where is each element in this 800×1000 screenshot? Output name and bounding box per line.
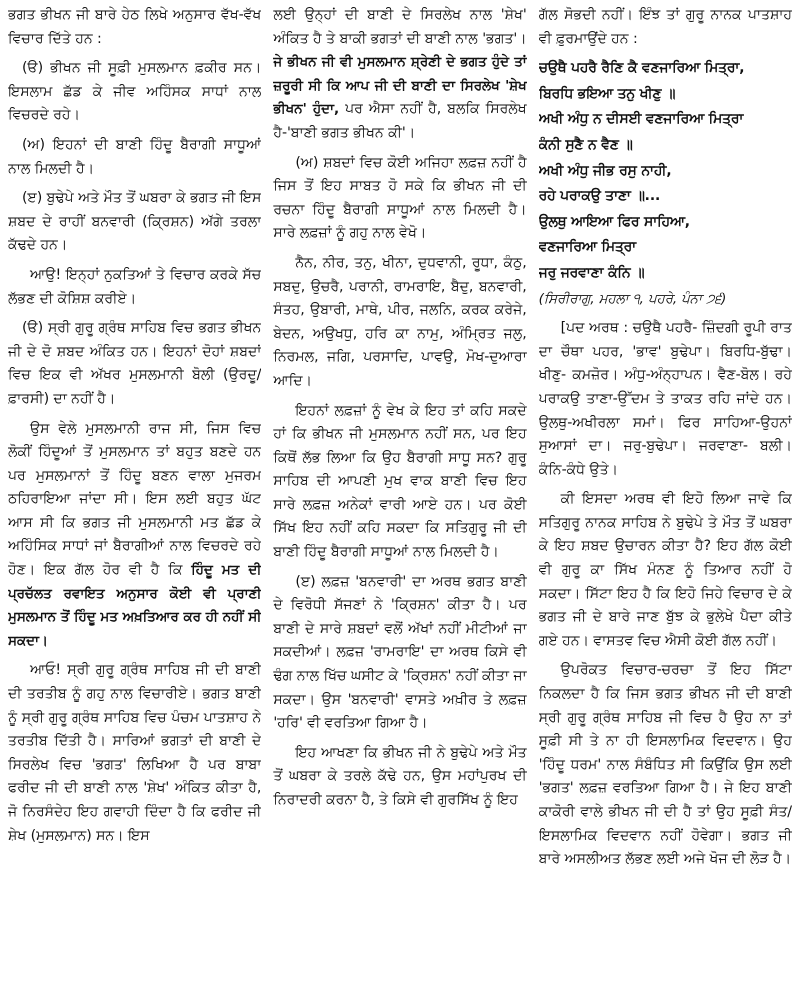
column-2 bbox=[273, 4, 526, 1000]
old-age-paragraph: ਇਹ ਆਖਣਾ ਕਿ ਭੀਖਨ ਜੀ ਨੇ ਬੁਢੇਪੇ ਅਤੇ ਮੌਤ ਤੋਂ ਘਬਰਾ ਕੇ ਤਰਲੇ ਕੱਢੇ ਹਨ, ਉਸ ਮਹਾਂਪੁਰਖ ਦੀ ਨਿਰਾਦਰੀ ਕਰਨਾ ਹੈ, ਤੇ ਕਿਸੇ ਵੀ ਗੁਰਸਿੱਖ ਨੂੰ ਇਹ bbox=[273, 744, 527, 808]
intro-paragraph: ਭਗਤ ਭੀਖਨ ਜੀ ਬਾਰੇ ਹੇਠ ਲਿਖੇ ਅਨੁਸਾਰ ਵੱਖ-ਵੱਖ ਵਿਚਾਰ ਦਿੱਤੇ ਹਨ : bbox=[8, 7, 262, 47]
column-1 bbox=[8, 4, 261, 1000]
verse-line-3: ਅਖੀ ਅੰਧੁ ਨ ਦੀਸਈ ਵਣਜਾਰਿਆ ਮਿਤ੍ਰਾ bbox=[538, 111, 744, 128]
verse-line-1: ਚਉਥੈ ਪਹਰੈ ਰੈਣਿ ਕੈ ਵਣਜਾਰਿਆ ਮਿਤ੍ਰਾ, bbox=[538, 60, 745, 77]
verse-line-9: ਜਰੁ ਜਰਵਾਣਾ ਕੰਨਿ ॥ bbox=[538, 264, 645, 281]
guru-nanak-intro: ਗੱਲ ਸੋਭਦੀ ਨਹੀਂ। ਇੰਝ ਤਾਂ ਗੁਰੂ ਨਾਨਕ ਪਾਤਸ਼ਾਹ ਵੀ ਫ਼ੁਰਮਾਉਂਦੇ ਹਨ : bbox=[538, 7, 792, 47]
column-3 bbox=[539, 4, 792, 1000]
sheikh-bold: ਜੇ ਭੀਖਨ ਜੀ ਵੀ ਮੁਸਲਮਾਨ ਸ਼੍ਰੇਣੀ ਦੇ ਭਗਤ ਹੁੰਦੇ ਤਾਂ ਜ਼ਰੂਰੀ ਸੀ ਕਿ ਆਪ ਜੀ ਦੀ ਬਾਣੀ ਦਾ ਸਿਰਲੇਖ 'ਸ਼ੇਖ ਭੀਖਨ' ਹੁੰਦਾ, bbox=[273, 54, 527, 118]
muslim-rule-paragraph bbox=[8, 418, 261, 654]
verse-line-4: ਕੰਨੀ ਸੁਣੈ ਨ ਵੈਣ ॥ bbox=[538, 136, 633, 153]
word-list-paragraph: ਨੈਨ, ਨੀਰ, ਤਨੁ, ਖੀਨਾ, ਦੁਧਵਾਨੀ, ਰੂਧਾ, ਕੰਠੁ, ਸਬਦੁ, ਉਚਰੈ, ਪਰਾਨੀ, ਰਾਮਰਾਇ, ਬੈਦੁ, ਬਨਵਾਰੀ, ਸੰਤਹ, ਉਬਾਰੀ, ਮਾਥੇ, ਪੀਰ, ਜਲਨਿ, ਕਰਕ ਕਰੇਜੇ, ਬੇਦਨ, ਅਉਖਧੁ, ਹਰਿ ਕਾ ਨਾਮੁ, ਅੰਮ੍ਰਿਤ ਜਲੁ, ਨਿਰਮਲ, ਜਗਿ, ਪਰਸਾਦਿ, ਪਾਵਉ, ਮੋਖ-ਦੁਆਰਾ ਆਦਿ। bbox=[273, 254, 527, 389]
point-b-bairagi: (ਅ) ਇਹਨਾਂ ਦੀ ਬਾਣੀ ਹਿੰਦੂ ਬੈਰਾਗੀ ਸਾਧੂਆਂ ਨਾਲ ਮਿਲਦੀ ਹੈ। bbox=[8, 136, 262, 177]
words-analysis-paragraph: ਇਹਨਾਂ ਲਫ਼ਜ਼ਾਂ ਨੂੰ ਵੇਖ ਕੇ ਇਹ ਤਾਂ ਕਹਿ ਸਕਦੇ ਹਾਂ ਕਿ ਭੀਖਨ ਜੀ ਮੁਸਲਮਾਨ ਨਹੀਂ ਸਨ, ਪਰ ਇਹ ਕਿਥੋਂ ਲੱਭ ਲਿਆ ਕਿ ਉਹ ਬੈਰਾਗੀ ਸਾਧੂ ਸਨ? ਗੁਰੂ ਸਾਹਿਬ ਦੀ ਆਪਣੀ ਮੁਖ ਵਾਕ ਬਾਣੀ ਵਿਚ ਇਹ ਸਾਰੇ ਲਫ਼ਜ਼ ਅਨੇਕਾਂ ਵਾਰੀ ਆਏ ਹਨ। ਪਰ ਕੋਈ ਸਿੱਖ ਇਹ ਨਹੀਂ ਕਹਿ ਸਕਦਾ ਕਿ ਸਤਿਗੁਰੂ ਜੀ ਦੀ ਬਾਣੀ ਹਿੰਦੂ ਬੈਰਾਗੀ ਸਾਧੂਆਂ ਨਾਲ ਮਿਲਦੀ ਹੈ। bbox=[273, 402, 527, 561]
invitation-paragraph: ਆਉ! ਇਨ੍ਹਾਂ ਨੁਕਤਿਆਂ ਤੇ ਵਿਚਾਰ ਕਰਕੇ ਸੱਚ ਲੱਭਣ ਦੀ ਕੋਸ਼ਿਸ਼ ਕਰੀਏ। bbox=[8, 266, 262, 307]
sheikh-heading-paragraph bbox=[273, 4, 526, 146]
glossary-paragraph: [ਪਦ ਅਰਥ : ਚਉਥੈ ਪਹਰੈ- ਜ਼ਿੰਦਗੀ ਰੂਪੀ ਰਾਤ ਦਾ ਚੌਥਾ ਪਹਰ, 'ਭਾਵ' ਬੁਢੇਪਾ। ਬਿਰਧਿ-ਬੁੱਢਾ। ਖੀਣੁ- ਕਮਜ਼ੋਰ। ਅੰਧੁ-ਅੰਨ੍ਹਾਪਨ। ਵੈਣ-ਬੋਲ। ਰਹੇ ਪਰਾਕਉ ਤਾਣਾ-ਉੱਦਮ ਤੇ ਤਾਕਤ ਰਹਿ ਜਾਂਦੇ ਹਨ। ਉਲਥੁ-ਅਖੀਰਲਾ ਸਮਾਂ। ਫਿਰ ਸਾਹਿਆ-ਉਹਨਾਂ ਸੁਆਸਾਂ ਦਾ। ਜਰੁ-ਬੁਢੇਪਾ। ਜਰਵਾਣਾ- ਬਲੀ। ਕੰਨਿ-ਕੰਧੇ ਉਤੇ। bbox=[538, 320, 792, 478]
point-b-words: (ਅ) ਸ਼ਬਦਾਂ ਵਿਚ ਕੋਈ ਅਜਿਹਾ ਲਫ਼ਜ਼ ਨਹੀਂ ਹੈ ਜਿਸ ਤੋਂ ਇਹ ਸਾਬਤ ਹੋ ਸਕੇ ਕਿ ਭੀਖਨ ਜੀ ਦੀ ਰਚਨਾ ਹਿੰਦੂ ਬੈਰਾਗੀ ਸਾਧੂਆਂ ਨਾਲ ਮਿਲਦੀ ਹੈ। ਸਾਰੇ ਲਫ਼ਜ਼ਾਂ ਨੂੰ ਗਹੁ ਨਾਲ ਵੇਖੋ। bbox=[273, 154, 527, 242]
verse-line-6: ਰਹੇ ਪਰਾਕਉ ਤਾਣਾ ॥... bbox=[538, 188, 661, 205]
verse-line-7: ਉਲਥੁ ਆਇਆ ਫਿਰ ਸਾਹਿਆ, bbox=[538, 213, 690, 230]
guru-granth-paragraph: (ੳ) ਸ੍ਰੀ ਗੁਰੂ ਗ੍ਰੰਥ ਸਾਹਿਬ ਵਿਚ ਭਗਤ ਭੀਖਨ ਜੀ ਦੇ ਦੋ ਸ਼ਬਦ ਅੰਕਿਤ ਹਨ। ਇਹਨਾਂ ਦੋਹਾਂ ਸ਼ਬਦਾਂ ਵਿਚ ਇਕ ਵੀ ਅੱਖਰ ਮੁਸਲਮਾਨੀ ਬੋਲੀ (ਉਰਦੂ/ਫ਼ਾਰਸੀ) ਦਾ ਨਹੀਂ ਹੈ। bbox=[8, 320, 262, 407]
muslim-rule-bold: ਹਿੰਦੂ ਮਤ ਦੀ ਪ੍ਰਚੱਲਤ ਰਵਾਇਤ ਅਨੁਸਾਰ ਕੋਈ ਵੀ ਪ੍ਰਾਣੀ ਮੁਸਲਮਾਨ ਤੋਂ ਹਿੰਦੂ ਮਤ ਅਖ਼ਤਿਆਰ ਕਰ ਹੀ ਨਹੀਂ ਸੀ ਸਕਦਾ। bbox=[8, 562, 262, 649]
verse-line-8: ਵਣਜਾਰਿਆ ਮਿਤ੍ਰਾ bbox=[538, 239, 636, 256]
point-c-banwari-meaning: (ੲ) ਲਫ਼ਜ਼ 'ਬਨਵਾਰੀ' ਦਾ ਅਰਥ ਭਗਤ ਬਾਣੀ ਦੇ ਵਿਰੋਧੀ ਸੱਜਣਾਂ ਨੇ 'ਕ੍ਰਿਸ਼ਨ' ਕੀਤਾ ਹੈ। ਪਰ ਬਾਣੀ ਦੇ ਸਾਰੇ ਸ਼ਬਦਾਂ ਵਲੋਂ ਅੱਖਾਂ ਨਹੀਂ ਮੀਟੀਆਂ ਜਾ ਸਕਦੀਆਂ। ਲਫ਼ਜ਼ 'ਰਾਮਰਾਇ' ਦਾ ਅਰਥ ਕਿਸੇ ਵੀ ਢੰਗ ਨਾਲ ਖਿੱਚ ਘਸੀਟ ਕੇ 'ਕ੍ਰਿਸ਼ਨ' ਨਹੀਂ ਕੀਤਾ ਜਾ ਸਕਦਾ। ਉਸ 'ਬਨਵਾਰੀ' ਵਾਸਤੇ ਅਖ਼ੀਰ ਤੇ ਲਫ਼ਜ਼ 'ਹਰਿ' ਵੀ ਵਰਤਿਆ ਗਿਆ ਹੈ। bbox=[273, 573, 527, 732]
conclusion-paragraph: ਉਪਰੋਕਤ ਵਿਚਾਰ-ਚਰਚਾ ਤੋਂ ਇਹ ਸਿੱਟਾ ਨਿਕਲਦਾ ਹੈ ਕਿ ਜਿਸ ਭਗਤ ਭੀਖਨ ਜੀ ਦੀ ਬਾਣੀ ਸ੍ਰੀ ਗੁਰੂ ਗ੍ਰੰਥ ਸਾਹਿਬ ਜੀ ਵਿਚ ਹੈ ਉਹ ਨਾ ਤਾਂ ਸੂਫ਼ੀ ਸੀ ਤੇ ਨਾ ਹੀ ਇਸਲਾਮਿਕ ਵਿਦਵਾਨ। ਉਹ 'ਹਿੰਦੂ ਧਰਮ' ਨਾਲ ਸੰਬੰਧਿਤ ਸੀ ਕਿਉਂਕਿ ਉਸ ਲਈ 'ਭਗਤ' ਲਫ਼ਜ਼ ਵਰਤਿਆ ਗਿਆ ਹੈ। ਜੇ ਇਹ ਬਾਣੀ ਕਾਕੋਰੀ ਵਾਲੇ ਭੀਖਨ ਜੀ ਦੀ ਹੈ ਤਾਂ ਉਹ ਸੂਫ਼ੀ ਸੰਤ/ਇਸਲਾਮਿਕ ਵਿਦਵਾਨ ਨਹੀਂ ਹੋਵੇਗਾ। ਭਗਤ ਜੀ ਬਾਰੇ ਅਸਲੀਅਤ ਲੱਭਣ ਲਈ ਅਜੇ ਖੋਜ ਦੀ ਲੋੜ ਹੈ। bbox=[538, 662, 792, 868]
verse-line-2: ਬਿਰਧਿ ਭਇਆ ਤਨੁ ਖੀਣੁ ॥ bbox=[538, 85, 676, 102]
verse-reference: (ਸਿਰੀਰਾਗੁ, ਮਹਲਾ ੧, ਪਹਰੇ, ਪੰਨਾ ੭੬) bbox=[538, 291, 727, 307]
sheikh-after: ਪਰ ਐਸਾ ਨਹੀਂ ਹੈ, ਬਲਕਿ ਸਿਰਲੇਖ ਹੈ-'ਬਾਣੀ ਭਗਤ ਭੀਖਨ ਕੀ'। bbox=[273, 101, 527, 141]
meaning-question-paragraph: ਕੀ ਇਸਦਾ ਅਰਥ ਵੀ ਇਹੋ ਲਿਆ ਜਾਵੇ ਕਿ ਸਤਿਗੁਰੂ ਨਾਨਕ ਸਾਹਿਬ ਨੇ ਬੁਢੇਪੇ ਤੇ ਮੌਤ ਤੋਂ ਘਬਰਾ ਕੇ ਇਹ ਸ਼ਬਦ ਉਚਾਰਨ ਕੀਤਾ ਹੈ? ਇਹ ਗੱਲ ਕੋਈ ਵੀ ਗੁਰੂ ਕਾ ਸਿੱਖ ਮੰਨਣ ਨੂੰ ਤਿਆਰ ਨਹੀਂ ਹੋ ਸਕਦਾ। ਸਿੱਟਾ ਇਹ ਹੈ ਕਿ ਇਹੋ ਜਿਹੇ ਵਿਚਾਰ ਦੇ ਕੇ ਭਗਤ ਜੀ ਦੇ ਬਾਰੇ ਜਾਣ ਬੁੱਝ ਕੇ ਭੁਲੇਖੇ ਪੈਦਾ ਕੀਤੇ ਗਏ ਹਨ। ਵਾਸਤਵ ਵਿਚ ਐਸੀ ਕੋਈ ਗੱਲ ਨਹੀਂ। bbox=[538, 491, 792, 649]
verse-line-5: ਅਖੀ ਅੰਧੁ ਜੀਭ ਰਸੁ ਨਾਹੀ, bbox=[538, 162, 672, 179]
muslim-rule-text: ਉਸ ਵੇਲੇ ਮੁਸਲਮਾਨੀ ਰਾਜ ਸੀ, ਜਿਸ ਵਿਚ ਲੋਕੀਂ ਹਿੰਦੂਆਂ ਤੋਂ ਮੁਸਲਮਾਨ ਤਾਂ ਬਹੁਤ ਬਣਦੇ ਹਨ ਪਰ ਮੁਸਲਮਾਨਾਂ ਤੋਂ ਹਿੰਦੂ ਬਣਨ ਵਾਲਾ ਮੁਜਰਮ ਠਹਿਰਾਇਆ ਜਾਂਦਾ ਸੀ। ਇਸ ਲਈ ਬਹੁਤ ਘੱਟ ਆਸ ਸੀ ਕਿ ਭਗਤ ਜੀ ਮੁਸਲਮਾਨੀ ਮਤ ਛੱਡ ਕੇ ਅਹਿੰਸਿਕ ਸਾਧਾਂ ਜਾਂ ਬੈਰਾਗੀਆਂ ਨਾਲ ਵਿਚਰਦੇ ਰਹੇ ਹੋਣ। ਇਕ ਗੱਲ ਹੋਰ ਵੀ ਹੈ ਕਿ bbox=[8, 420, 262, 579]
point-c-banwari: (ੲ) ਬੁਢੇਪੇ ਅਤੇ ਮੌਤ ਤੋਂ ਘਬਰਾ ਕੇ ਭਗਤ ਜੀ ਇਸ ਸ਼ਬਦ ਦੇ ਰਾਹੀਂ ਬਨਵਾਰੀ (ਕ੍ਰਿਸ਼ਨ) ਅੱਗੇ ਤਰਲਾ ਕੱਢਦੇ ਹਨ। bbox=[8, 190, 262, 254]
point-a-sufi: (ੳ) ਭੀਖਨ ਜੀ ਸੂਫ਼ੀ ਮੁਸਲਮਾਨ ਫ਼ਕੀਰ ਸਨ। ਇਸਲਾਮ ਛੱਡ ਕੇ ਜੀਵ ਅਹਿੰਸਕ ਸਾਧਾਂ ਨਾਲ ਵਿਚਰਦੇ ਰਹੇ। bbox=[8, 60, 262, 124]
sheikh-text: ਲਈ ਉਨ੍ਹਾਂ ਦੀ ਬਾਣੀ ਦੇ ਸਿਰਲੇਖ ਨਾਲ 'ਸ਼ੇਖ' ਅੰਕਿਤ ਹੈ ਤੇ ਬਾਕੀ ਭਗਤਾਂ ਦੀ ਬਾਣੀ ਨਾਲ 'ਭਗਤ'। bbox=[273, 7, 527, 47]
bani-order-paragraph: ਆਓ! ਸ੍ਰੀ ਗੁਰੂ ਗ੍ਰੰਥ ਸਾਹਿਬ ਜੀ ਦੀ ਬਾਣੀ ਦੀ ਤਰਤੀਬ ਨੂੰ ਗਹੁ ਨਾਲ ਵਿਚਾਰੀਏ। ਭਗਤ ਬਾਣੀ ਨੂੰ ਸ੍ਰੀ ਗੁਰੂ ਗ੍ਰੰਥ ਸਾਹਿਬ ਵਿਚ ਪੰਚਮ ਪਾਤਸ਼ਾਹ ਨੇ ਤਰਤੀਬ ਦਿੱਤੀ ਹੈ। ਸਾਰਿਆਂ ਭਗਤਾਂ ਦੀ ਬਾਣੀ ਦੇ ਸਿਰਲੇਖ ਵਿਚ 'ਭਗਤ' ਲਿਖਿਆ ਹੈ ਪਰ ਬਾਬਾ ਫਰੀਦ ਜੀ ਦੀ ਬਾਣੀ ਨਾਲ 'ਸ਼ੇਖ' ਅੰਕਿਤ ਕੀਤਾ ਹੈ, ਜੋ ਨਿਰਸੰਦੇਹ ਇਹ ਗਵਾਹੀ ਦਿੰਦਾ ਹੈ ਕਿ ਫਰੀਦ ਜੀ ਸ਼ੇਖ (ਮੁਸਲਮਾਨ) ਸਨ। ਇਸ bbox=[8, 662, 262, 844]
